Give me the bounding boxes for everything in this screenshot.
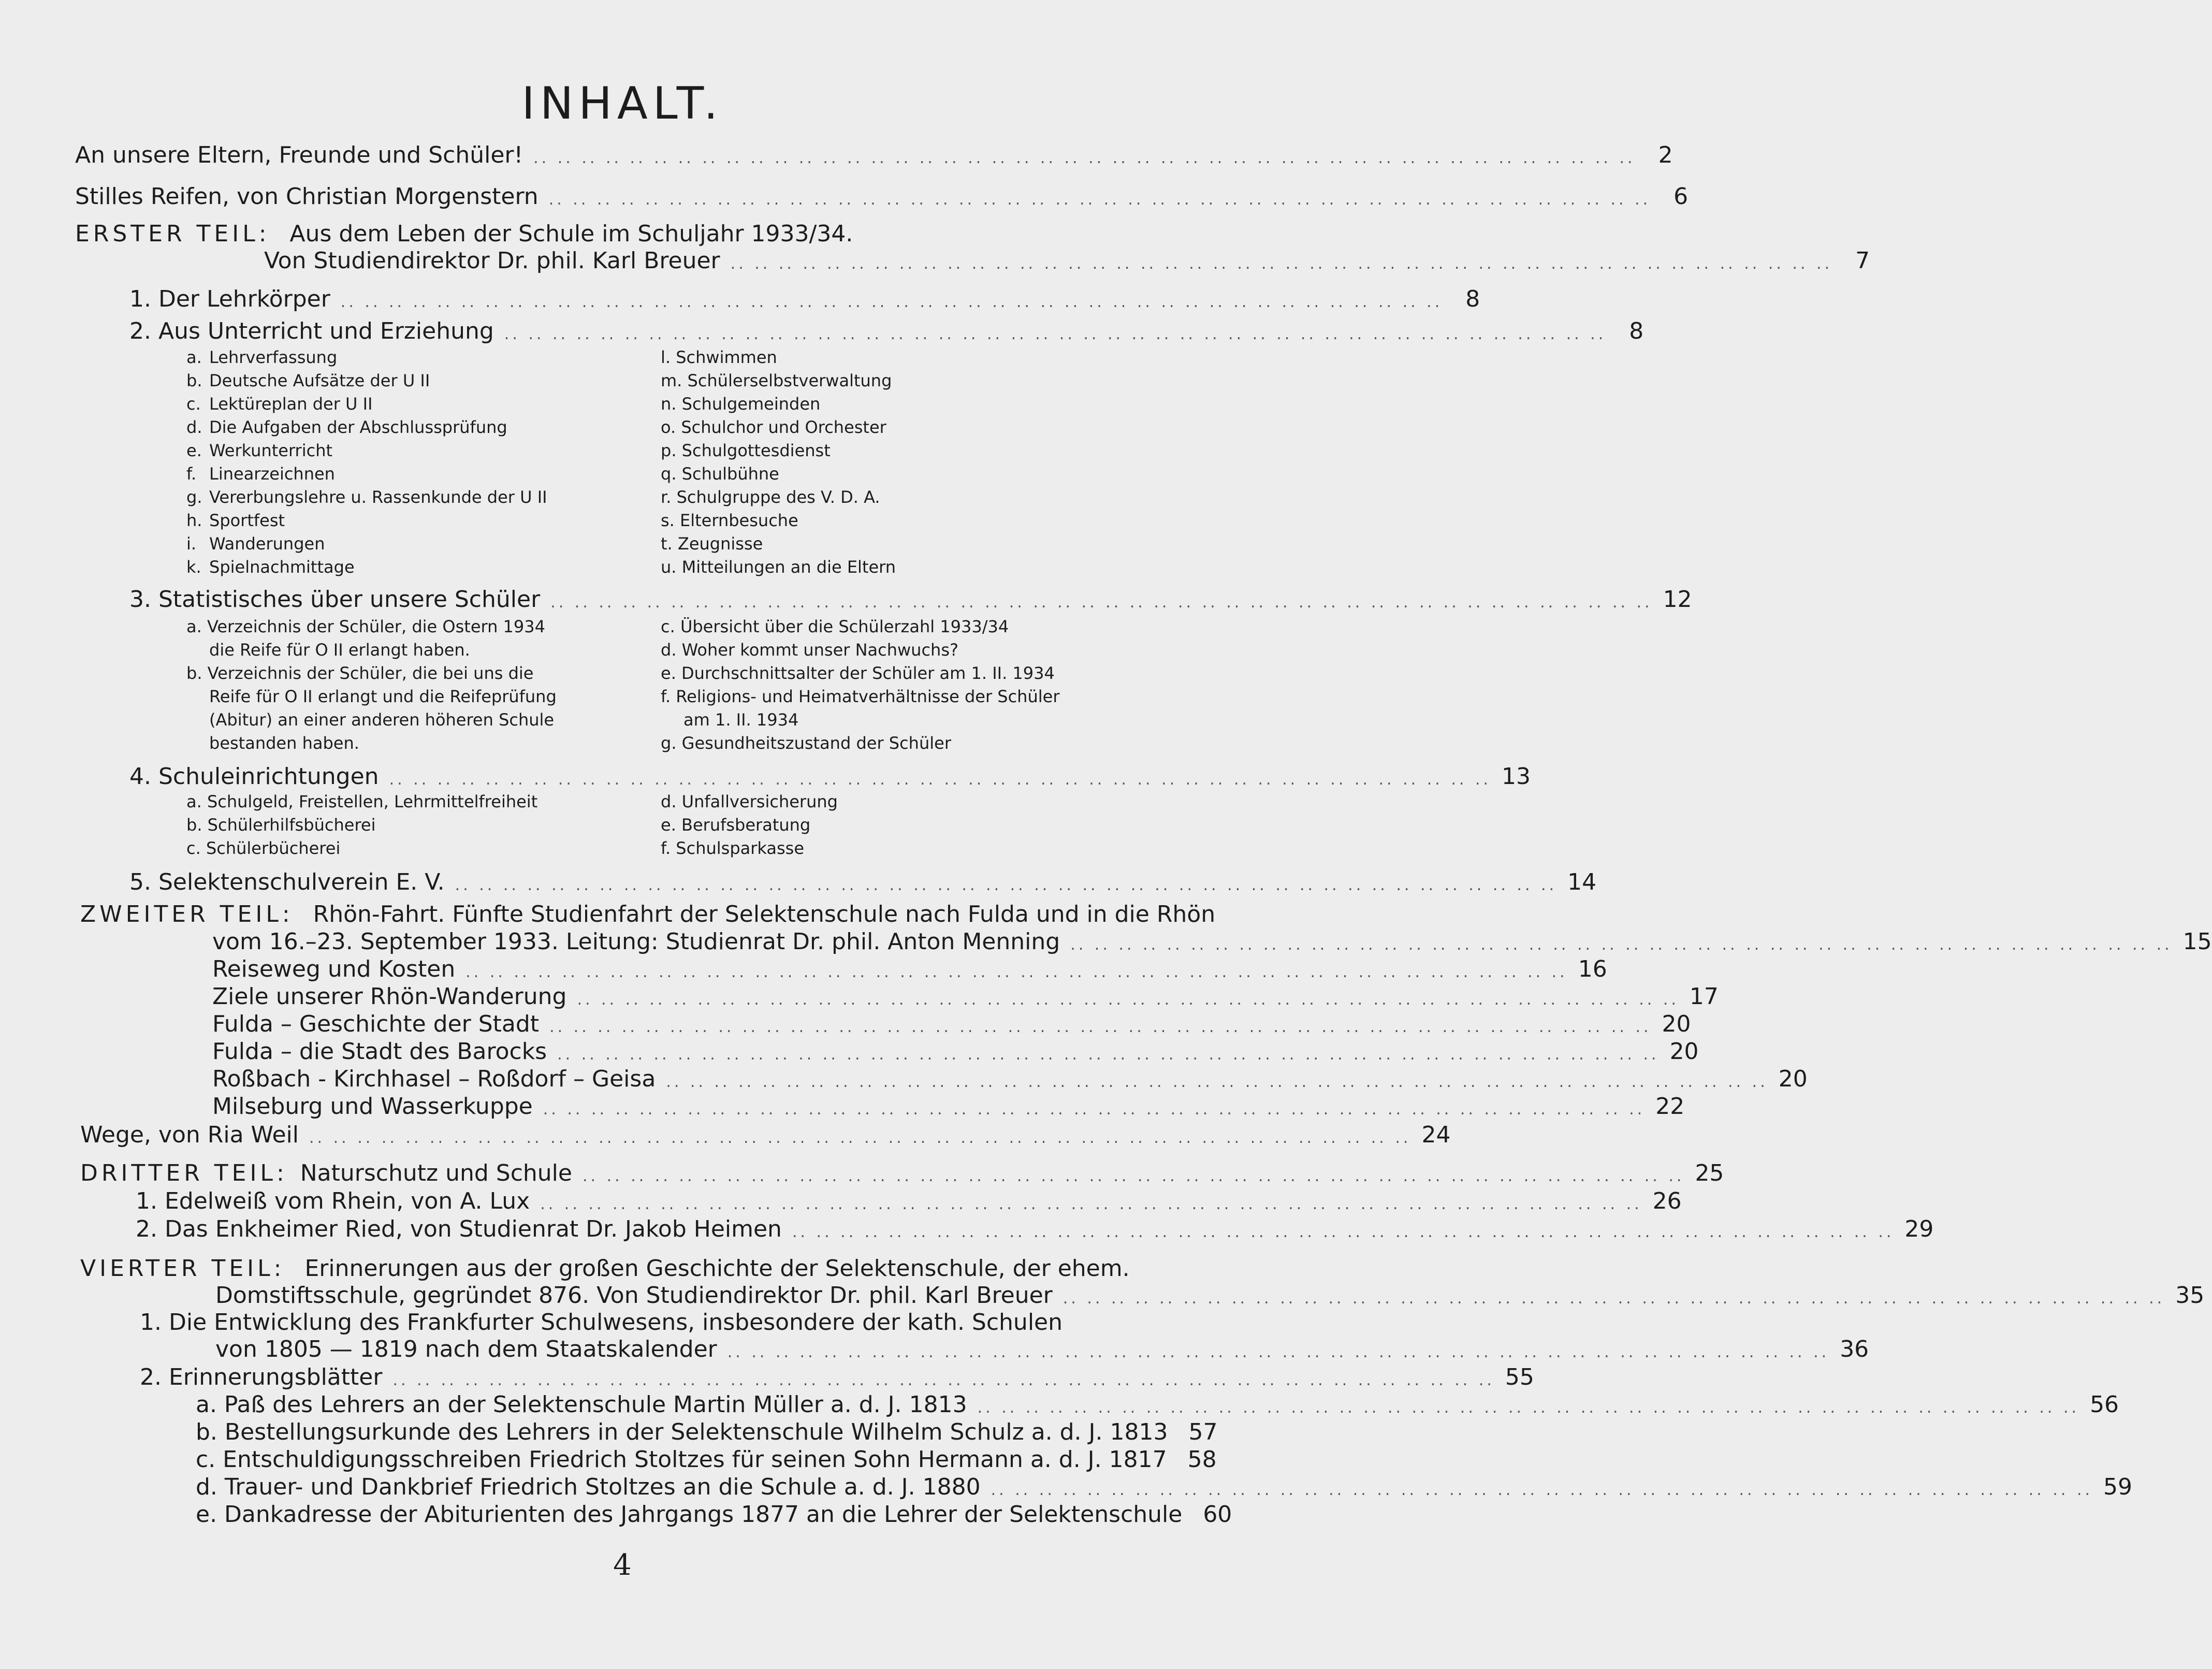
- toc-entry[interactable]: [136, 1215, 1934, 1244]
- entry-page: 14: [1567, 869, 1597, 895]
- sub-item: c. Lektüreplan der U II: [186, 394, 373, 414]
- dot-leader: .. .. .. .. .. .. .. .. .. .. .. .. .. .. .. .. .. .. .. .. .. .. .. .. .. .. .. .. .. .. .. .. .. .. .. .. .. .. .. .. .. .. .. .. .. ..: [582, 1167, 1685, 1185]
- dot-leader: .. .. .. .. .. .. .. .. .. .. .. .. .. .. .. .. .. .. .. .. .. .. .. .. .. .. .. .. .. .. .. .. .. .. .. .. .. .. .. .. .. .. .. .. .. ..: [666, 1073, 1768, 1091]
- sub-item: l. Schwimmen: [661, 347, 777, 367]
- part-label: ZWEITER TEIL:: [80, 901, 294, 927]
- dot-leader: .. .. .. .. .. .. .. .. .. .. .. .. .. .. .. .. .. .. .. .. .. .. .. .. .. .. .. .. .. .. .. .. .. .. .. .. .. .. .. .. .. .. .. .. .. ..: [540, 1195, 1642, 1213]
- sub-item: d. Woher kommt unser Nachwuchs?: [661, 640, 958, 660]
- sub-item: c. Schülerbücherei: [186, 838, 341, 858]
- entry-text: a. Paß des Lehrers an der Selektenschule Martin Müller a. d. J. 1813: [196, 1391, 967, 1418]
- toc-entry[interactable]: [136, 1187, 1682, 1216]
- sub-item: a. Verzeichnis der Schüler, die Ostern 1934: [186, 617, 545, 636]
- toc-entry[interactable]: [212, 1010, 1691, 1039]
- dot-leader: .. .. .. .. .. .. .. .. .. .. .. .. .. .. .. .. .. .. .. .. .. .. .. .. .. .. .. .. .. .. .. .. .. .. .. .. .. .. .. .. .. .. .. .. .. ..: [392, 1371, 1495, 1389]
- entry-page: 20: [1778, 1066, 1808, 1092]
- entry-page: 60: [1203, 1501, 1232, 1528]
- sub-item: die Reife für O II erlangt haben.: [209, 640, 470, 660]
- entry-page: 57: [1188, 1419, 1218, 1445]
- entry-page: 26: [1652, 1188, 1682, 1214]
- dot-leader: .. .. .. .. .. .. .. .. .. .. .. .. .. .. .. .. .. .. .. .. .. .. .. .. .. .. .. .. .. .. .. .. .. .. .. .. .. .. .. .. .. .. .. .. .. ..: [977, 1399, 2080, 1417]
- part-1-heading: [75, 220, 853, 249]
- entry-page: 13: [1502, 763, 1531, 790]
- entry-text: 1. Edelweiß vom Rhein, von A. Lux: [136, 1188, 530, 1214]
- entry-text: 1. Der Lehrkörper: [129, 286, 330, 312]
- entry-text: Von Studiendirektor Dr. phil. Karl Breuer: [264, 248, 720, 274]
- part-label: DRITTER TEIL:: [80, 1160, 288, 1186]
- sub-item: am 1. II. 1934: [683, 710, 799, 730]
- dot-leader: .. .. .. .. .. .. .. .. .. .. .. .. .. .. .. .. .. .. .. .. .. .. .. .. .. .. .. .. .. .. .. .. .. .. .. .. .. .. .. .. .. .. .. .. .. ..: [557, 1046, 1660, 1064]
- toc-entry-selektenschulverein[interactable]: [129, 868, 1597, 897]
- entry-page: 20: [1669, 1038, 1699, 1065]
- dot-leader: .. .. .. .. .. .. .. .. .. .. .. .. .. .. .. .. .. .. .. .. .. .. .. .. .. .. .. .. .. .. .. .. .. .. .. .. .. .. .. .. .. .. .. .. .. ..: [309, 1129, 1411, 1147]
- dot-leader: .. .. .. .. .. .. .. .. .. .. .. .. .. .. .. .. .. .. .. .. .. .. .. .. .. .. .. .. .. .. .. .. .. .. .. .. .. .. .. .. .. .. .. .. .. ..: [1070, 936, 2173, 954]
- toc-entry[interactable]: [212, 1065, 1808, 1094]
- dot-leader: .. .. .. .. .. .. .. .. .. .. .. .. .. .. .. .. .. .. .. .. .. .. .. .. .. .. .. .. .. .. .. .. .. .. .. .. .. .. .. .. .. .. .. .. .. ..: [389, 771, 1492, 789]
- sub-item: (Abitur) an einer anderen höheren Schule: [209, 710, 555, 730]
- entry-text: Milseburg und Wasserkuppe: [212, 1093, 533, 1120]
- sub-item: a. Lehrverfassung: [186, 347, 338, 367]
- entry-text: von 1805 — 1819 nach dem Staatskalender: [215, 1336, 717, 1362]
- entry-text: 5. Selektenschulverein E. V.: [129, 869, 445, 895]
- sub-item: h. Sportfest: [186, 511, 285, 530]
- sub-item: r. Schulgruppe des V. D. A.: [661, 487, 880, 507]
- dot-leader: .. .. .. .. .. .. .. .. .. .. .. .. .. .. .. .. .. .. .. .. .. .. .. .. .. .. .. .. .. .. .. .. .. .. .. .. .. .. .. .. .. .. .. .. .. ..: [465, 963, 1568, 981]
- sub-item: m. Schülerselbstverwaltung: [661, 371, 892, 390]
- sub-item: e. Werkunterricht: [186, 441, 333, 460]
- entry-page: 20: [1662, 1011, 1691, 1037]
- entry-text: Roßbach - Kirchhasel – Roßdorf – Geisa: [212, 1066, 656, 1092]
- page-number: 4: [613, 1548, 632, 1582]
- toc-entry[interactable]: [196, 1418, 1218, 1447]
- entry-page: 17: [1689, 983, 1719, 1010]
- entry-text: vom 16.–23. September 1933. Leitung: Studienrat Dr. phil. Anton Menning: [212, 928, 1060, 955]
- sub-item: g. Gesundheitszustand der Schüler: [661, 733, 951, 753]
- entry-text: Wege, von Ria Weil: [80, 1122, 299, 1148]
- entry-text: An unsere Eltern, Freunde und Schüler!: [75, 142, 523, 168]
- entry-page: 55: [1505, 1364, 1534, 1390]
- sub-item: a. Schulgeld, Freistellen, Lehrmittelfreiheit: [186, 792, 538, 811]
- dot-leader: .. .. .. .. .. .. .. .. .. .. .. .. .. .. .. .. .. .. .. .. .. .. .. .. .. .. .. .. .. .. .. .. .. .. .. .. .. .. .. .. .. .. .. .. .. ..: [727, 1343, 1830, 1361]
- dot-leader: .. .. .. .. .. .. .. .. .. .. .. .. .. .. .. .. .. .. .. .. .. .. .. .. .. .. .. .. .. .. .. .. .. .. .. .. .. .. .. .. .. .. .. .. .. ..: [730, 255, 1833, 273]
- entry-text: Domstiftsschule, gegründet 876. Von Studiendirektor Dr. phil. Karl Breuer: [215, 1282, 1053, 1309]
- entry-page: 8: [1629, 318, 1644, 344]
- entry-text: Ziele unserer Rhön-Wanderung: [212, 983, 567, 1010]
- entry-page: 15: [2182, 928, 2212, 955]
- entry-text: 2. Das Enkheimer Ried, von Studienrat Dr. Jakob Heimen: [136, 1216, 782, 1242]
- toc-entry-part-3[interactable]: [80, 1159, 1724, 1188]
- sub-item: e. Durchschnittsalter der Schüler am 1. II. 1934: [661, 663, 1055, 683]
- entry-page: 7: [1855, 248, 1870, 274]
- toc-entry[interactable]: [212, 955, 1607, 984]
- entry-text: 2. Aus Unterricht und Erziehung: [129, 318, 494, 344]
- entry-page: 29: [1904, 1216, 1934, 1242]
- toc-entry-eltern[interactable]: [75, 141, 1673, 170]
- sub-item: k. Spielnachmittage: [186, 557, 355, 577]
- entry-text: Fulda – Geschichte der Stadt: [212, 1011, 540, 1037]
- sub-item: t. Zeugnisse: [661, 534, 763, 554]
- entry-page: 25: [1695, 1160, 1724, 1186]
- sub-item: b. Deutsche Aufsätze der U II: [186, 371, 430, 390]
- dot-leader: .. .. .. .. .. .. .. .. .. .. .. .. .. .. .. .. .. .. .. .. .. .. .. .. .. .. .. .. .. .. .. .. .. .. .. .. .. .. .. .. .. .. .. .. .. ..: [577, 991, 1679, 1009]
- dot-leader: .. .. .. .. .. .. .. .. .. .. .. .. .. .. .. .. .. .. .. .. .. .. .. .. .. .. .. .. .. .. .. .. .. .. .. .. .. .. .. .. .. .. .. .. .. ..: [340, 293, 1443, 311]
- entry-page: 2: [1658, 142, 1673, 168]
- toc-entry[interactable]: [196, 1445, 1217, 1474]
- part-4-heading: [80, 1254, 1130, 1283]
- part-2-heading: [80, 900, 1215, 929]
- entry-page: 16: [1578, 956, 1607, 982]
- entry-page: 8: [1465, 286, 1480, 312]
- toc-entry-part-1[interactable]: [264, 246, 1870, 275]
- entry-page: 22: [1655, 1093, 1685, 1120]
- toc-entry-statistik[interactable]: [129, 585, 1692, 614]
- entry-text: d. Trauer- und Dankbrief Friedrich Stoltzes an die Schule a. d. J. 1880: [196, 1474, 981, 1500]
- part-label: ERSTER TEIL:: [75, 221, 270, 247]
- toc-entry-unterricht[interactable]: [129, 317, 1644, 346]
- toc-entry[interactable]: [196, 1473, 2133, 1502]
- toc-entry-part-4[interactable]: [215, 1281, 2205, 1310]
- toc-entry-erinnerungsblaetter[interactable]: [140, 1363, 1534, 1392]
- toc-entry-wege[interactable]: [80, 1121, 1451, 1150]
- entry-text: Stilles Reifen, von Christian Morgenstern: [75, 183, 539, 210]
- sub-item: Reife für O II erlangt und die Reifeprüfung: [209, 687, 557, 706]
- entry-text: 2. Erinnerungsblätter: [140, 1364, 383, 1390]
- toc-entry[interactable]: [196, 1500, 1232, 1529]
- toc-entry[interactable]: [212, 982, 1719, 1011]
- entry-text: b. Bestellungsurkunde des Lehrers in der Selektenschule Wilhelm Schulz a. d. J. 1813: [196, 1419, 1168, 1445]
- entry-page: 56: [2090, 1391, 2119, 1418]
- toc-entry-part-2[interactable]: [212, 927, 2212, 956]
- entry-text: 4. Schuleinrichtungen: [129, 763, 379, 790]
- entry-page: 59: [2103, 1474, 2133, 1500]
- page-title: INHALT.: [521, 78, 723, 129]
- dot-leader: .. .. .. .. .. .. .. .. .. .. .. .. .. .. .. .. .. .. .. .. .. .. .. .. .. .. .. .. .. .. .. .. .. .. .. .. .. .. .. .. .. .. .. .. .. ..: [549, 1018, 1652, 1036]
- part-label: VIERTER TEIL:: [80, 1255, 285, 1282]
- sub-item: b. Verzeichnis der Schüler, die bei uns die: [186, 663, 534, 683]
- sub-item: o. Schulchor und Orchester: [661, 417, 886, 437]
- dot-leader: .. .. .. .. .. .. .. .. .. .. .. .. .. .. .. .. .. .. .. .. .. .. .. .. .. .. .. .. .. .. .. .. .. .. .. .. .. .. .. .. .. .. .. .. .. ..: [543, 1100, 1646, 1119]
- sub-item: d. Unfallversicherung: [661, 792, 838, 811]
- toc-entry-schulwesen[interactable]: [215, 1335, 1869, 1364]
- entry-text: Fulda – die Stadt des Barocks: [212, 1038, 547, 1065]
- sub-item: d. Die Aufgaben der Abschlussprüfung: [186, 417, 507, 437]
- section-heading: 1. Die Entwicklung des Frankfurter Schulwesens, insbesondere der kath. Schulen: [140, 1309, 1063, 1336]
- part-title: Rhön-Fahrt. Fünfte Studienfahrt der Selektenschule nach Fulda und in die Rhön: [313, 901, 1216, 927]
- entry-page: 6: [1673, 183, 1689, 210]
- part-title: Erinnerungen aus der großen Geschichte der Selektenschule, der ehem.: [304, 1255, 1130, 1282]
- entry-page: 36: [1840, 1336, 1869, 1362]
- dot-leader: .. .. .. .. .. .. .. .. .. .. .. .. .. .. .. .. .. .. .. .. .. .. .. .. .. .. .. .. .. .. .. .. .. .. .. .. .. .. .. .. .. .. .. .. .. ..: [550, 593, 1653, 612]
- entry-text: 3. Statistisches über unsere Schüler: [129, 586, 541, 613]
- toc-entry-lehrkoerper[interactable]: [129, 285, 1480, 314]
- sub-item: e. Berufsberatung: [661, 815, 811, 835]
- entry-text: Reiseweg und Kosten: [212, 956, 456, 982]
- sub-item: p. Schulgottesdienst: [661, 441, 831, 460]
- sub-item: f. Religions- und Heimatverhältnisse der Schüler: [661, 687, 1060, 706]
- toc-entry-reifen[interactable]: [75, 182, 1689, 211]
- sub-item: q. Schulbühne: [661, 464, 779, 484]
- dot-leader: .. .. .. .. .. .. .. .. .. .. .. .. .. .. .. .. .. .. .. .. .. .. .. .. .. .. .. .. .. .. .. .. .. .. .. .. .. .. .. .. .. .. .. .. .. ..: [455, 876, 1558, 894]
- toc-entry-schuleinrichtungen[interactable]: [129, 762, 1531, 791]
- entry-page: 12: [1663, 586, 1692, 613]
- entry-page: 58: [1187, 1446, 1217, 1473]
- sub-item: bestanden haben.: [209, 733, 359, 753]
- toc-entry[interactable]: [212, 1037, 1699, 1066]
- sub-item: i. Wanderungen: [186, 534, 325, 554]
- sub-item: f. Linearzeichnen: [186, 464, 335, 484]
- entry-text: Naturschutz und Schule: [300, 1160, 572, 1186]
- entry-text: c. Entschuldigungsschreiben Friedrich Stoltzes für seinen Sohn Hermann a. d. J. 1817: [196, 1446, 1167, 1473]
- dot-leader: .. .. .. .. .. .. .. .. .. .. .. .. .. .. .. .. .. .. .. .. .. .. .. .. .. .. .. .. .. .. .. .. .. .. .. .. .. .. .. .. .. .. .. .. .. ..: [991, 1481, 2093, 1499]
- entry-text: e. Dankadresse der Abiturienten des Jahrgangs 1877 an die Lehrer der Selektenschule: [196, 1501, 1183, 1528]
- toc-entry[interactable]: [196, 1390, 2119, 1419]
- dot-leader: .. .. .. .. .. .. .. .. .. .. .. .. .. .. .. .. .. .. .. .. .. .. .. .. .. .. .. .. .. .. .. .. .. .. .. .. .. .. .. .. .. .. .. .. .. ..: [548, 191, 1651, 209]
- sub-item: n. Schulgemeinden: [661, 394, 821, 414]
- toc-entry[interactable]: [212, 1092, 1685, 1121]
- dot-leader: .. .. .. .. .. .. .. .. .. .. .. .. .. .. .. .. .. .. .. .. .. .. .. .. .. .. .. .. .. .. .. .. .. .. .. .. .. .. .. .. .. .. .. .. .. ..: [504, 325, 1607, 343]
- sub-item: u. Mitteilungen an die Eltern: [661, 557, 896, 577]
- part-title: Aus dem Leben der Schule im Schuljahr 1933/34.: [289, 221, 853, 247]
- sub-item: b. Schülerhilfsbücherei: [186, 815, 376, 835]
- entry-page: 24: [1421, 1122, 1451, 1148]
- dot-leader: .. .. .. .. .. .. .. .. .. .. .. .. .. .. .. .. .. .. .. .. .. .. .. .. .. .. .. .. .. .. .. .. .. .. .. .. .. .. .. .. .. .. .. .. .. ..: [533, 149, 1636, 167]
- entry-page: 35: [2175, 1282, 2205, 1309]
- sub-item: g. Vererbungslehre u. Rassenkunde der U II: [186, 487, 547, 507]
- dot-leader: .. .. .. .. .. .. .. .. .. .. .. .. .. .. .. .. .. .. .. .. .. .. .. .. .. .. .. .. .. .. .. .. .. .. .. .. .. .. .. .. .. .. .. .. .. ..: [792, 1223, 1895, 1241]
- dot-leader: .. .. .. .. .. .. .. .. .. .. .. .. .. .. .. .. .. .. .. .. .. .. .. .. .. .. .. .. .. .. .. .. .. .. .. .. .. .. .. .. .. .. .. .. .. ..: [1063, 1289, 2165, 1308]
- sub-item: c. Übersicht über die Schülerzahl 1933/34: [661, 617, 1009, 636]
- sub-item: s. Elternbesuche: [661, 511, 798, 530]
- sub-item: f. Schulsparkasse: [661, 838, 804, 858]
